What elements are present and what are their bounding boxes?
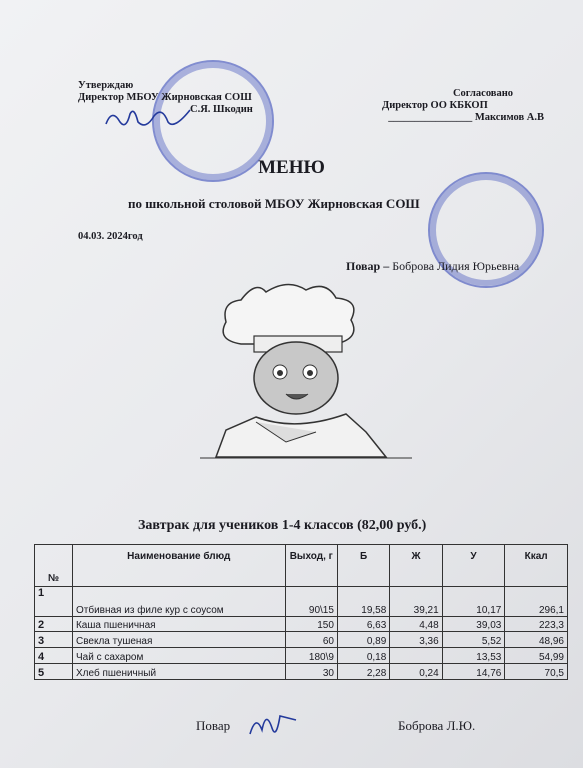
footer-cook-label: Повар bbox=[196, 718, 231, 733]
agree-line: ________________ bbox=[388, 112, 473, 123]
dish-yield: 150 bbox=[285, 617, 337, 632]
agree-position: Директор ОО КБКОП bbox=[382, 100, 488, 111]
col-header-kcal: Ккал bbox=[505, 545, 568, 587]
dish-yield: 60 bbox=[285, 632, 337, 648]
dish-protein: 6,63 bbox=[337, 617, 389, 632]
row-number: 1 bbox=[35, 587, 73, 617]
row-number: 2 bbox=[35, 617, 73, 632]
dish-name: Свекла тушеная bbox=[72, 632, 285, 648]
dish-carbs: 10,17 bbox=[442, 587, 505, 617]
dish-fat: 0,24 bbox=[390, 664, 442, 680]
dish-kcal: 70,5 bbox=[505, 664, 568, 680]
footer-cook-name: Боброва Л.Ю. bbox=[398, 718, 476, 733]
col-header-carbs: У bbox=[442, 545, 505, 587]
row-number: 5 bbox=[35, 664, 73, 680]
dish-name: Чай с сахаром bbox=[72, 648, 285, 664]
dish-kcal: 296,1 bbox=[505, 587, 568, 617]
approve-position: Директор МБОУ Жирновская СОШ bbox=[78, 92, 252, 103]
cook-signature bbox=[244, 704, 300, 744]
row-number: 4 bbox=[35, 648, 73, 664]
table-row bbox=[35, 587, 568, 617]
cook-name: Боброва Лидия Юрьевна bbox=[392, 259, 520, 273]
cook-line bbox=[346, 259, 519, 274]
col-header-fat: Ж bbox=[390, 545, 442, 587]
table-row bbox=[35, 664, 568, 680]
dish-protein: 0,89 bbox=[337, 632, 389, 648]
dish-fat bbox=[390, 648, 442, 664]
col-header-number: № bbox=[35, 545, 73, 587]
dish-name: Отбивная из филе кур с соусом bbox=[72, 587, 285, 617]
chef-illustration bbox=[196, 282, 416, 472]
dish-name: Хлеб пшеничный bbox=[72, 664, 285, 680]
dish-kcal: 54,99 bbox=[505, 648, 568, 664]
col-header-yield: Выход, г bbox=[285, 545, 337, 587]
dish-carbs: 5,52 bbox=[442, 632, 505, 648]
dish-protein: 19,58 bbox=[337, 587, 389, 617]
col-header-protein: Б bbox=[337, 545, 389, 587]
menu-subtitle: по школьной столовой МБОУ Жирновская СОШ bbox=[128, 196, 420, 211]
agree-title: Согласовано bbox=[452, 88, 514, 99]
table-header-row bbox=[35, 545, 568, 587]
dish-fat: 4,48 bbox=[390, 617, 442, 632]
dish-fat: 39,21 bbox=[390, 587, 442, 617]
dish-fat: 3,36 bbox=[390, 632, 442, 648]
dish-name: Каша пшеничная bbox=[72, 617, 285, 632]
agree-block bbox=[382, 88, 544, 124]
table-row bbox=[35, 648, 568, 664]
col-header-dish: Наименование блюд bbox=[72, 545, 285, 587]
dish-kcal: 48,96 bbox=[505, 632, 568, 648]
menu-table bbox=[34, 544, 568, 680]
meal-title: Завтрак для учеников 1-4 классов (82,00 руб.) bbox=[138, 518, 427, 533]
dish-protein: 0,18 bbox=[337, 648, 389, 664]
menu-title: МЕНЮ bbox=[258, 157, 325, 178]
director-signature bbox=[102, 100, 194, 136]
table-row bbox=[35, 617, 568, 632]
row-number: 3 bbox=[35, 632, 73, 648]
dish-yield: 90\15 bbox=[285, 587, 337, 617]
agree-name: Максимов А.В bbox=[474, 112, 544, 123]
menu-date: 04.03. 2024год bbox=[78, 231, 143, 242]
dish-carbs: 14,76 bbox=[442, 664, 505, 680]
dish-protein: 2,28 bbox=[337, 664, 389, 680]
cook-label: Повар – bbox=[346, 259, 390, 273]
dish-yield: 180\9 bbox=[285, 648, 337, 664]
dish-kcal: 223,3 bbox=[505, 617, 568, 632]
dish-carbs: 13,53 bbox=[442, 648, 505, 664]
approve-title: Утверждаю bbox=[78, 80, 134, 91]
dish-carbs: 39,03 bbox=[442, 617, 505, 632]
table-row bbox=[35, 632, 568, 648]
approve-name: С.Я. Шкодин bbox=[190, 104, 253, 115]
dish-yield: 30 bbox=[285, 664, 337, 680]
